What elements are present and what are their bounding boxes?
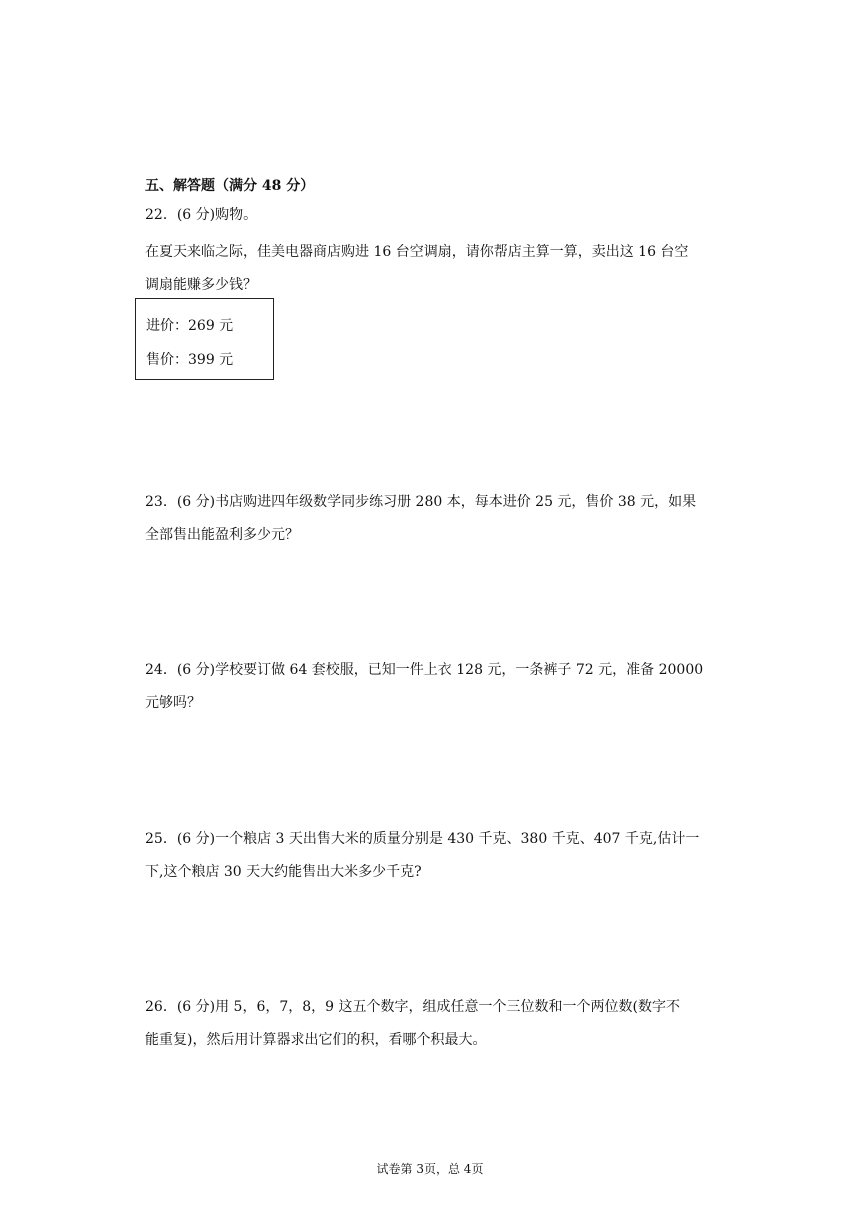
- page-footer: 试卷第 3页，总 4页: [376, 1162, 484, 1176]
- question-26-text-line-2: 能重复)，然后用计算器求出它们的积，看哪个积最大。: [145, 1032, 487, 1048]
- question-22-text-line-2: 调扇能赚多少钱？: [145, 277, 257, 293]
- question-22-heading: 22．(6 分)购物。: [145, 207, 258, 223]
- price-info-box: [135, 298, 274, 380]
- buy-price: 进价：269 元: [146, 318, 234, 334]
- question-24-text-line-1: 24．(6 分)学校要订做 64 套校服，已知一件上衣 128 元，一条裤子 72 元，准备 20000: [145, 662, 704, 678]
- question-26-text-line-1: 26．(6 分)用 5，6，7，8，9 这五个数字，组成任意一个三位数和一个两位数(数字不: [145, 999, 680, 1015]
- question-25-text-line-2: 下,这个粮店 30 天大约能售出大米多少千克?: [145, 864, 422, 880]
- question-25-text-line-1: 25．(6 分)一个粮店 3 天出售大米的质量分别是 430 千克、380 千克、407 千克,估计一: [145, 831, 700, 847]
- question-24-text-line-2: 元够吗？: [145, 695, 201, 711]
- question-23-text-line-1: 23．(6 分)书店购进四年级数学同步练习册 280 本，每本进价 25 元，售价 38 元，如果: [145, 494, 697, 510]
- question-23-text-line-2: 全部售出能盈利多少元？: [145, 527, 299, 543]
- section-title: 五、解答题（满分 48 分）: [145, 178, 315, 194]
- sell-price: 售价：399 元: [146, 352, 234, 368]
- question-22-text-line-1: 在夏天来临之际，佳美电器商店购进 16 台空调扇，请你帮店主算一算，卖出这 16 台空: [145, 244, 689, 260]
